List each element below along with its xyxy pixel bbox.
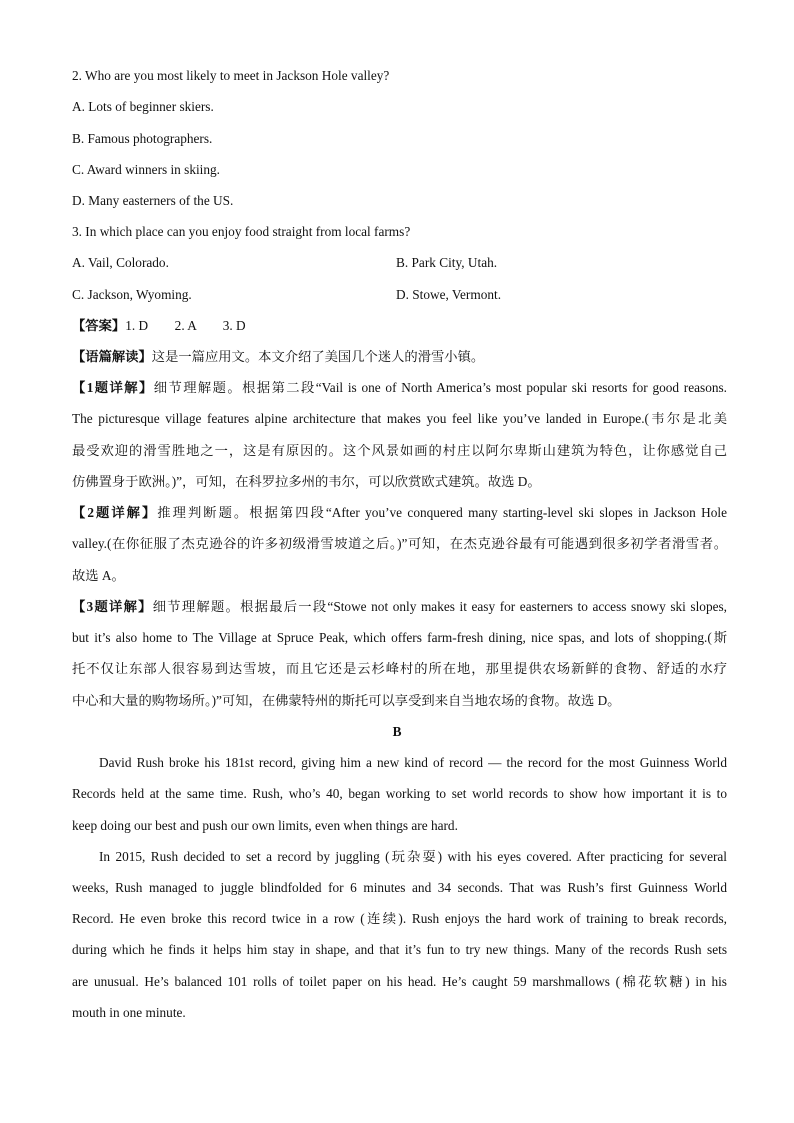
detail-3-text-1: 细节理解题。根据最后一段“Stowe not only makes it easy for easterners to access snowy ski slopes,: [152, 599, 727, 614]
section-label: B: [392, 724, 402, 739]
detail-3-text-4: 中心和大量的购物场所。)”可知，在佛蒙特州的斯托可以享受到来自当地农场的食物。故选 D。: [72, 693, 621, 708]
detail-2-text-3: 故选 A。: [72, 568, 125, 583]
question-3-option-a: A. Vail, Colorado.: [72, 255, 169, 270]
detail-3-tag: 【3题详解】: [72, 599, 153, 614]
question-3-stem: 3. In which place can you enjoy food straight from local farms?: [72, 224, 411, 239]
detail-3-line-1: [72, 598, 727, 616]
question-3-row-1: [72, 254, 727, 272]
question-2-option-d: D. Many easterners of the US.: [72, 193, 234, 208]
para-2-line-1: In 2015, Rush decided to set a record by juggling (玩杂耍) with his eyes covered. After practicing for several: [99, 849, 727, 864]
answer-text: 1. D 2. A 3. D: [125, 318, 246, 333]
detail-1-text-1: 细节理解题。根据第二段“Vail is one of North America’s most popular ski resorts for good reasons.: [153, 380, 727, 395]
question-3-option-c: C. Jackson, Wyoming.: [72, 287, 192, 302]
para-2-line-4: during which he finds it helps him stay in shape, and that it’s fun to try new things. Many of the records Rush sets: [72, 942, 727, 957]
answer-tag: 【答案】: [72, 318, 126, 333]
detail-2-text-2: valley.(在你征服了杰克逊谷的许多初级滑雪坡道之后。)”可知，在杰克逊谷最有可能遇到很多初学者滑雪者。: [72, 536, 727, 551]
question-3-row-2: [72, 286, 727, 304]
analysis-tag: 【语篇解读】: [72, 349, 152, 364]
detail-3-text-3: 托不仅让东部人很容易到达雪坡，而且它还是云杉峰村的所在地，那里提供农场新鲜的食物、舒适的水疗: [72, 661, 727, 676]
question-2-option-b: B. Famous photographers.: [72, 131, 213, 146]
para-1-line-3: keep doing our best and push our own limits, even when things are hard.: [72, 818, 458, 833]
detail-2-tag: 【2题详解】: [72, 505, 158, 520]
para-1-line-1: David Rush broke his 181st record, giving him a new kind of record — the record for the most Guinness World: [99, 755, 727, 770]
detail-2-text-1: 推理判断题。根据第四段“After you’ve conquered many starting-level ski slopes in Jackson Hole: [157, 505, 727, 520]
question-2-option-c: C. Award winners in skiing.: [72, 162, 220, 177]
para-2-line-3: Record. He even broke this record twice in a row (连续). Rush enjoys the hard work of training to break records,: [72, 911, 727, 926]
detail-1-tag: 【1题详解】: [72, 380, 154, 395]
answer-line: [72, 317, 727, 335]
analysis-text: 这是一篇应用文。本文介绍了美国几个迷人的滑雪小镇。: [151, 349, 485, 364]
question-3-option-b: B. Park City, Utah.: [396, 255, 498, 270]
question-3-option-d: D. Stowe, Vermont.: [396, 287, 502, 302]
para-2-line-2: weeks, Rush managed to juggle blindfolded for 6 minutes and 34 seconds. That was Rush’s first Guinness World: [72, 880, 727, 895]
question-2-option-a: A. Lots of beginner skiers.: [72, 99, 214, 114]
detail-2-line-1: [72, 504, 727, 522]
detail-1-text-2: The picturesque village features alpine architecture that makes you feel like you’ve landed in Europe.(韦尔是北美: [72, 411, 727, 426]
para-2-line-6: mouth in one minute.: [72, 1005, 186, 1020]
detail-1-text-3: 最受欢迎的滑雪胜地之一，这是有原因的。这个风景如画的村庄以阿尔卑斯山建筑为特色，让你感觉自己: [72, 443, 727, 458]
question-2-stem: 2. Who are you most likely to meet in Jackson Hole valley?: [72, 68, 390, 83]
detail-3-text-2: but it’s also home to The Village at Spruce Peak, which offers farm-fresh dining, nice spas, and lots of shopping.(斯: [72, 630, 727, 645]
detail-1-line-1: [72, 379, 727, 397]
analysis-line: [72, 348, 727, 366]
para-2-line-5: are unusual. He’s balanced 101 rolls of toilet paper on his head. He’s caught 59 marshmallows (棉花软糖) in his: [72, 974, 727, 989]
para-1-line-2: Records held at the same time. Rush, who’s 40, began working to set world records to show how important it is to: [72, 786, 727, 801]
detail-1-text-4: 仿佛置身于欧洲。)”，可知，在科罗拉多州的韦尔，可以欣赏欧式建筑。故选 D。: [72, 474, 541, 489]
